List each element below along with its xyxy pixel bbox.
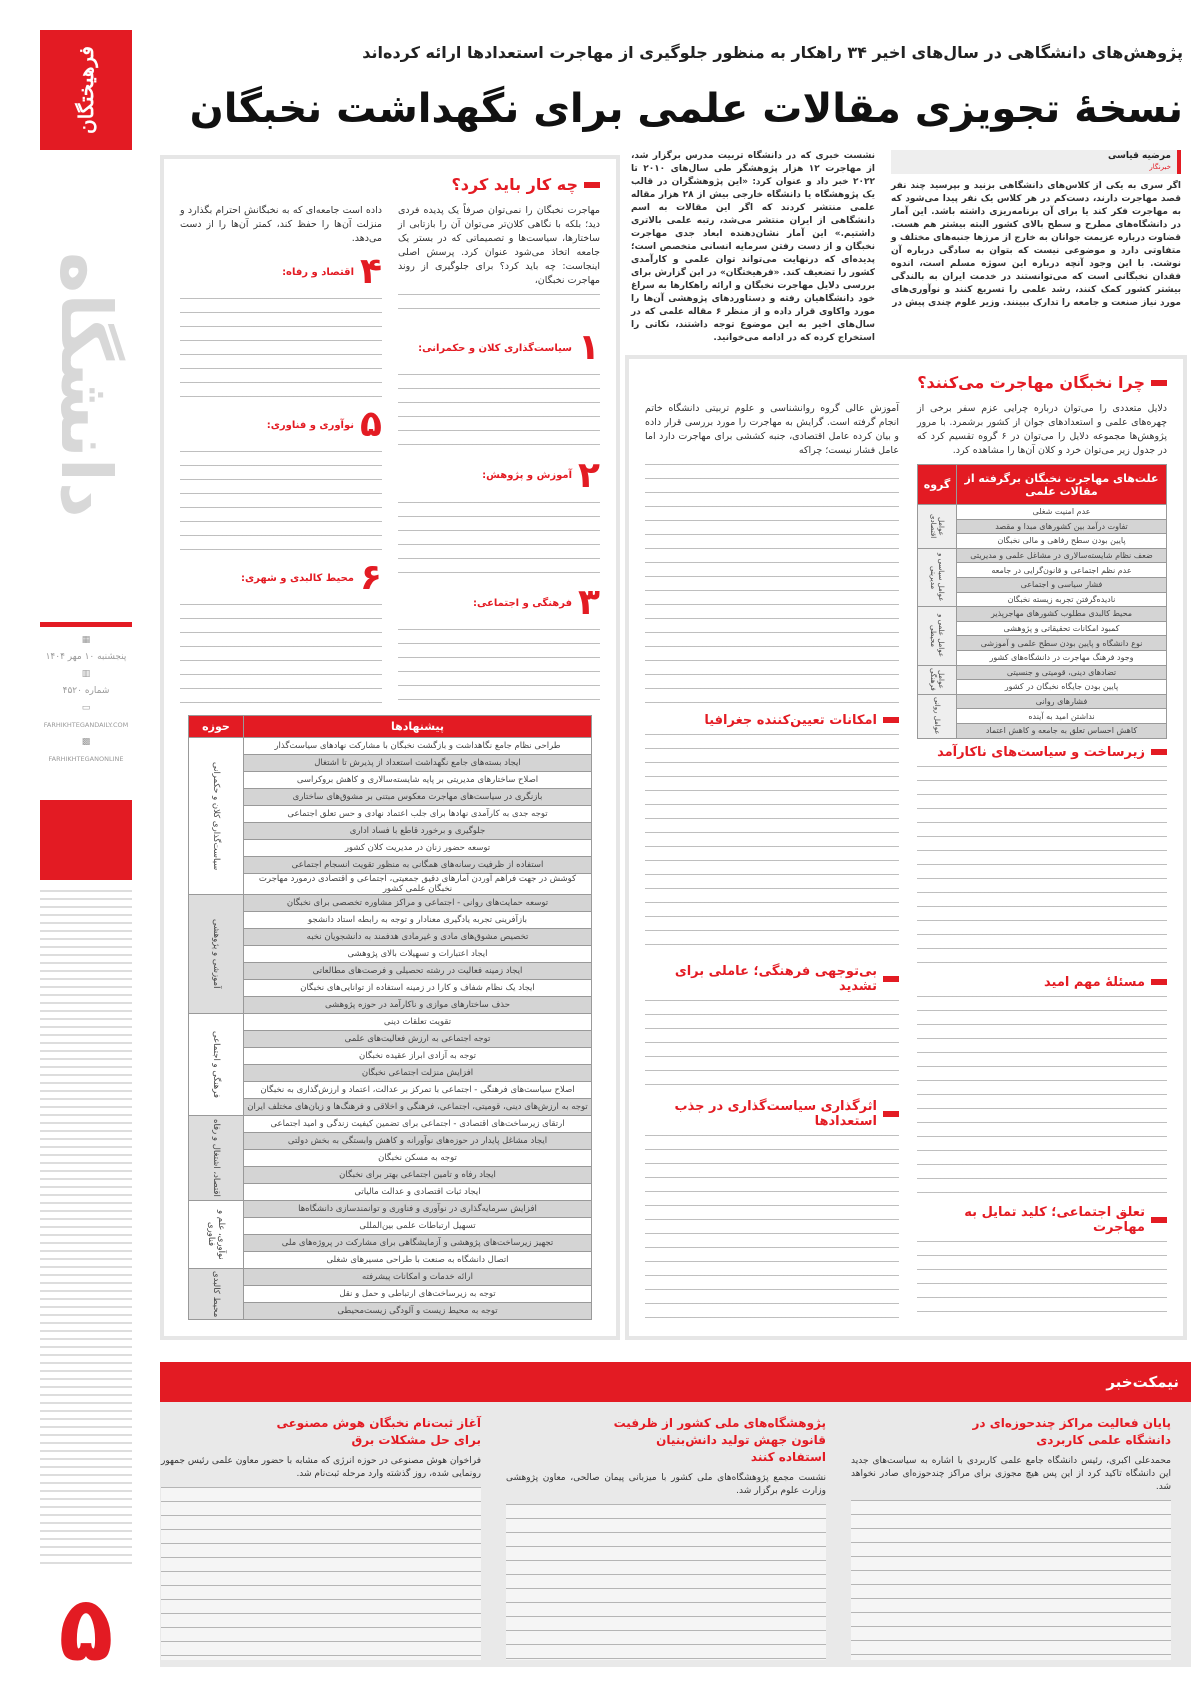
table-row: [189, 1150, 592, 1167]
body-text: [180, 298, 382, 399]
why-title: چرا نخبگان مهاجرت می‌کنند؟: [645, 373, 1167, 392]
body-text: [398, 374, 600, 450]
table-row: [189, 1116, 592, 1133]
logo: فرهیختگان: [40, 30, 132, 150]
table-row: [189, 1014, 592, 1031]
group-cell: محیط کالبدی: [189, 1269, 244, 1320]
table-row: [189, 1201, 592, 1218]
table-row: [918, 548, 1167, 563]
proposal-cell: تخصیص مشوق‌های مادی و غیرمادی هدفمند به دانشجویان نخبه: [244, 929, 592, 946]
proposal-item: [398, 456, 600, 578]
table-row: [918, 694, 1167, 709]
table-row: [189, 823, 592, 840]
body-text: [398, 502, 600, 578]
proposals-table: [180, 715, 600, 1320]
proposal-cell: تقویت تعلقات دینی: [244, 1014, 592, 1031]
table-row: [189, 1303, 592, 1320]
table-row: [189, 1065, 592, 1082]
page-number: ۵: [58, 1577, 114, 1682]
proposal-cell: بازنگری در سیاست‌های مهاجرت معکوس مبتنی بر مشوق‌های ساختاری: [244, 789, 592, 806]
proposal-cell: افزایش منزلت اجتماعی نخبگان: [244, 1065, 592, 1082]
table-row: [189, 874, 592, 895]
news-item[interactable]: [851, 1415, 1171, 1660]
table-row: [189, 1218, 592, 1235]
news-title[interactable]: پژوهشگاه‌های ملی کشور از ظرفیت قانون جهش تولید دانش‌بنیان استفاده کنند: [613, 1416, 826, 1464]
proposal-cell: ایجاد زمینه فعالیت در رشته تحصیلی و فرصت‌های مطالعاتی: [244, 963, 592, 980]
proposal-cell: بازآفرینی تجربه یادگیری معنادار و توجه به رابطه استاد دانشجو: [244, 912, 592, 929]
proposal-cell: توجه به ارزش‌های دینی، قومیتی، اجتماعی، فرهنگی و اخلاقی و فرهنگ‌ها و زبان‌های مختلف ایران: [244, 1099, 592, 1116]
body-text: [645, 464, 899, 707]
group-cell: عوامل فرهنگی: [918, 665, 957, 694]
proposal-cell: ایجاد یک نظام شفاف و کارا در زمینه استفاده از توانایی‌های نخبگان: [244, 980, 592, 997]
proposal-cell: جلوگیری و برخورد قاطع با فساد اداری: [244, 823, 592, 840]
table-row: [189, 946, 592, 963]
body-text: [506, 1504, 826, 1660]
table-row: [189, 806, 592, 823]
web-icon: ▭: [81, 703, 91, 713]
item-number: ۶: [360, 557, 382, 598]
cause-cell: فشارهای روانی: [957, 694, 1167, 709]
proposal-cell: توجه به مسکن نخبگان: [244, 1150, 592, 1167]
cause-cell: نوع دانشگاه و پایین بودن سطح علمی و آموزشی: [957, 636, 1167, 651]
news-item[interactable]: [506, 1415, 826, 1660]
right-half: [625, 150, 1187, 1340]
intro-paragraph: اگر سری به یکی از کلاس‌های دانشگاهی بزنید و بپرسید چند نفر قصد مهاجرت دارند، دست‌کم در هر کلاس یک نفر پیدا می‌شود که به مهاجرت فکر کند یا برای آن برنامه‌ریزی داشته باشد. این آمار در دانشگاه‌های مطرح و سطح بالای کشور البته بیشتر هم هست. قضاوت درباره عزیمت جوانان به خارج از مرزها جنبه‌های مختلف و متفاوتی دارد و موضوعی نیست که بتوان به سادگی درباره آن نوشت. با این وجود آنچه درباره این سوژه مسلم است، اندوه فقدان نخبگانی است که می‌توانستند در خدمت ایران به بالندگی بیشتر کشور کمک کنند، رشد علمی را تسریع کنند و نوآوری‌های مورد نیاز صنعت و جامعه را تدارک ببینند. وزیر علوم چندی پیش در: [891, 181, 1181, 308]
intro-row: [625, 150, 1187, 345]
proposal-cell: ارتقای زیرساخت‌های اقتصادی - اجتماعی برای تضمین کیفیت زندگی و امید اجتماعی: [244, 1116, 592, 1133]
table-row: [189, 789, 592, 806]
table-row: [189, 895, 592, 912]
proposal-cell: ارائه خدمات و امکانات پیشرفته: [244, 1269, 592, 1286]
proposal-cell: توجه به زیرساخت‌های ارتباطی و حمل و نقل: [244, 1286, 592, 1303]
body-text: [645, 1135, 899, 1322]
column-header: پیشنهادها: [244, 716, 592, 738]
item-number: ۳: [578, 582, 600, 624]
proposal-cell: ایجاد بسته‌های جامع نگهداشت استعداد از پذیرش تا اشتغال: [244, 755, 592, 772]
group-cell: عوامل روانی: [918, 694, 957, 738]
item-number: ۲: [578, 454, 600, 496]
cause-cell: نداشتن امید به آینده: [957, 709, 1167, 724]
proposal-cell: توجه جدی به کارآمدی نهادها برای جلب اعتماد نهادی و حس تعلق اجتماعی: [244, 806, 592, 823]
column-header: گروه: [918, 465, 957, 505]
table-row: [189, 1082, 592, 1099]
group-cell: فرهنگی و اجتماعی: [189, 1014, 244, 1116]
table-row: [189, 1286, 592, 1303]
item-label: سیاست‌گذاری کلان و حکمرانی:: [418, 342, 573, 354]
body-text: [180, 451, 382, 552]
cause-cell: فشار سیاسی و اجتماعی: [957, 577, 1167, 592]
issue-info: [40, 632, 132, 768]
news-lead: محمدعلی اکبری، رئیس دانشگاه جامع علمی کاربردی با اشاره به سیاست‌های جدید این دانشگاه تاکید کرد از این پس هیچ مجوزی برای مراکز چندحوزه‌ای صادر نخواهد شد.: [851, 1456, 1171, 1492]
table-row: [189, 963, 592, 980]
proposal-cell: افزایش سرمایه‌گذاری در نوآوری و فناوری و توانمندسازی دانشگاه‌ها: [244, 1201, 592, 1218]
group-cell: اقتصاد، اشتغال و رفاه: [189, 1116, 244, 1201]
proposal-cell: استفاده از ظرفیت رسانه‌های همگانی به منظور تقویت انسجام اجتماعی: [244, 857, 592, 874]
cause-cell: کمبود امکانات تحقیقاتی و پژوهشی: [957, 621, 1167, 636]
table-row: [189, 1252, 592, 1269]
item-number: ۱: [578, 327, 600, 368]
item-label: اقتصاد و رفاه:: [282, 266, 355, 278]
proposal-cell: کوشش در جهت فراهم آوردن آمارهای دقیق جمعیتی، اجتماعی و اقتصادی درمورد مهاجرت نخبگان علمی کشور: [244, 874, 592, 895]
headline: نسخهٔ تجویزی مقالات علمی برای نگهداشت نخبگان: [189, 86, 1183, 132]
table-row: [189, 1048, 592, 1065]
item-label: آموزش و پژوهش:: [482, 470, 573, 482]
proposal-cell: اصلاح ساختارهای مدیریتی بر پایه شایسته‌سالاری و کاهش بروکراسی: [244, 772, 592, 789]
item-header: [180, 252, 382, 292]
issue-date: پنجشنبه ۱۰ مهر ۱۴۰۴: [45, 652, 127, 662]
proposal-cell: اصلاح سیاست‌های فرهنگی - اجتماعی با تمرکز بر عدالت، اعتماد و ارزش‌گذاری به نخبگان: [244, 1082, 592, 1099]
causes-table: [917, 464, 1167, 739]
news-title[interactable]: پایان فعالیت مراکز چندحوزه‌ای در دانشگاه علمی کاربردی: [972, 1416, 1171, 1447]
cause-cell: کاهش احساس تعلق به جامعه و کاهش اعتماد: [957, 723, 1167, 738]
table-row: [189, 1235, 592, 1252]
table-row: [189, 772, 592, 789]
table-row: [189, 1031, 592, 1048]
table-row: [189, 1269, 592, 1286]
news-title[interactable]: آغاز ثبت‌نام نخبگان هوش مصنوعی برای حل مشکلات برق: [276, 1416, 481, 1447]
proposal-item: [398, 583, 600, 705]
cause-cell: عدم نظم اجتماعی و قانون‌گرایی در جامعه: [957, 563, 1167, 578]
proposal-cell: حذف ساختارهای موازی و ناکارآمد در حوزه پژوهشی: [244, 997, 592, 1014]
intro-paragraph: نشست خبری که در دانشگاه تربیت مدرس برگزار شد، از مهاجرت ۱۲ هزار پژوهشگر طی سال‌های ۲۰۱۰ تا ۲۰۲۲ خبر داد و عنوان کرد: «این پژوهشگران در قالب یک پژوهشگاه یا دانشگاه خارجی بیش از ۲۸ هزار مقاله علمی منتشر کردند که اگر این مقالات به اسم دانشگاهی از ایران منتشر می‌شد، رتبه علمی بالاتری داشتیم.» این آمار نشان‌دهنده ابعاد جدی مهاجرت نخبگان و از دست رفتن سرمایه انسانی متخصص است؛ پدیده‌ای که درنهایت می‌تواند توان علمی و کارآمدی کشور را تضعیف کند. «فرهیختگان» در این گزارش برای بررسی دلایل مهاجرت نخبگان و ارائه راهکارها به سراغ خود دانشگاهیان رفته و دستاوردهای پژوهشی آن‌ها را مورد واکاوی قرار داده و از منظر ۶ مقاله علمی که در سال‌های اخیر به این موضوع توجه داشتند، نکاتی را استخراج کرده که در ادامه می‌خوانید.: [631, 151, 876, 343]
table-row: [918, 505, 1167, 520]
todo-columns: [180, 204, 600, 705]
cause-cell: تفاوت درآمد بین کشورهای مبدا و مقصد: [957, 519, 1167, 534]
subheading: زیرساخت و سیاست‌های ناکارآمد: [917, 745, 1167, 760]
group-cell: عوامل علمی و محیطی: [918, 607, 957, 665]
table-row: [189, 1167, 592, 1184]
body-text: [851, 1500, 1171, 1660]
proposal-cell: توجه به محیط زیست و آلودگی زیست‌محیطی: [244, 1303, 592, 1320]
body-text: [645, 734, 899, 958]
group-cell: نوآوری، علم و فناوری: [189, 1201, 244, 1269]
news-lead: فراخوان هوش مصنوعی در حوزه انرژی که مشابه با حضور معاون علمی رئیس جمهور رونمایی شده، روز گذشته وارد مرحله ثبت‌نام شد.: [161, 1456, 481, 1479]
item-header: [398, 583, 600, 623]
cause-cell: محیط کالبدی مطلوب کشورهای مهاجرپذیر: [957, 607, 1167, 622]
item-header: [398, 328, 600, 368]
proposal-item: [398, 328, 600, 450]
cause-cell: پایین بودن سطح رفاهی و مالی نخبگان: [957, 534, 1167, 549]
todo-section: [160, 155, 620, 1340]
table-row: [189, 912, 592, 929]
proposal-cell: ایجاد رفاه و تامین اجتماعی بهتر برای نخبگان: [244, 1167, 592, 1184]
why-section: [625, 355, 1187, 1340]
group-cell: عوامل سیاسی و مدیریتی: [918, 548, 957, 606]
divider: [40, 622, 132, 627]
proposal-cell: تجهیز زیرساخت‌های پژوهشی و آزمایشگاهی برای مشارکت در پروژه‌های ملی: [244, 1235, 592, 1252]
body-text: [398, 294, 600, 322]
table-row: [189, 1099, 592, 1116]
group-cell: عوامل اقتصادی: [918, 505, 957, 549]
body-text: [645, 1000, 899, 1093]
why-paragraph: دلایل متعددی را می‌توان درباره چرایی عزم سفر برخی از چهره‌های علمی و استعدادهای جوان از کشور برشمرد. با مرور پژوهش‌ها مجموعه دلایل را می‌توان در ۶ گروه تقسیم کرد که در جدول زیر می‌توان خرد و کلان آن‌ها را مشاهده کرد.: [917, 403, 1167, 456]
proposal-cell: طراحی نظام جامع نگاهداشت و بازگشت نخبگان با مشارکت نهادهای سیاست‌گذار: [244, 738, 592, 755]
subheading: اثرگذاری سیاست‌گذاری در جذب استعدادها: [645, 1099, 899, 1129]
table-row: [189, 738, 592, 755]
calendar-icon: ▦: [81, 635, 91, 645]
todo-paragraph: مهاجرت نخبگان را نمی‌توان صرفاً یک پدیده فردی دید؛ بلکه با نگاهی کلان‌تر می‌توان آن را بازتابی از ساختارها، سیاست‌ها و تصمیماتی که در بستر یک جامعه اتخاذ می‌شود عنوان کرد. پرسش اصلی اینجاست: چه باید کرد؟ برای جلوگیری از روند مهاجرت نخبگان،: [398, 205, 600, 286]
table-row: [189, 997, 592, 1014]
item-number: ۴: [360, 251, 382, 292]
subheading: بی‌توجهی فرهنگی؛ عاملی برای تشدید: [645, 964, 899, 994]
cause-cell: وجود فرهنگ مهاجرت در دانشگاه‌های کشور: [957, 650, 1167, 665]
why-columns: [645, 402, 1167, 1322]
item-header: [180, 558, 382, 598]
item-label: نوآوری و فناوری:: [266, 419, 355, 431]
cause-cell: پایین بودن جایگاه نخبگان در کشور: [957, 680, 1167, 695]
proposal-cell: ایجاد اعتبارات و تسهیلات بالای پژوهشی: [244, 946, 592, 963]
group-cell: سیاست‌گذاری کلان و حکمرانی: [189, 738, 244, 895]
table-row: [918, 607, 1167, 622]
cause-cell: نادیده‌گرفتن تجربه زیسته نخبگان: [957, 592, 1167, 607]
item-header: [180, 405, 382, 445]
decorative-stripes: [40, 890, 132, 1570]
proposal-cell: توجه به آزادی ابراز عقیده نخبگان: [244, 1048, 592, 1065]
group-cell: آموزشی و پژوهشی: [189, 895, 244, 1014]
table-row: [189, 1184, 592, 1201]
proposal-item: [180, 558, 382, 705]
proposal-cell: توسعه حمایت‌های روانی - اجتماعی و مراکز مشاوره تخصصی برای نخبگان: [244, 895, 592, 912]
cause-cell: ضعف نظام شایسته‌سالاری در مشاغل علمی و مدیریتی: [957, 548, 1167, 563]
why-col-left: [645, 402, 899, 1322]
barcode-icon: ▥: [81, 669, 91, 679]
todo-paragraph: داده است جامعه‌ای که به نخبگانش احترام بگذارد و منزلت آن‌ها را حفظ کند، کمتر آن‌ها را از دست می‌دهد.: [180, 205, 382, 244]
subheading: تعلق اجتماعی؛ کلید تمایل به مهاجرت: [917, 1205, 1167, 1235]
proposal-cell: ایجاد ثبات اقتصادی و عدالت مالیاتی: [244, 1184, 592, 1201]
item-number: ۵: [360, 404, 382, 445]
item-label: فرهنگی و اجتماعی:: [472, 597, 573, 609]
cause-cell: تضادهای دینی، قومیتی و جنسیتی: [957, 665, 1167, 680]
proposal-cell: توجه اجتماعی به ارزش فعالیت‌های علمی: [244, 1031, 592, 1048]
proposal-cell: ایجاد مشاغل پایدار در حوزه‌های نوآورانه و کاهش وابستگی به بخش دولتی: [244, 1133, 592, 1150]
table-row: [189, 1133, 592, 1150]
proposal-cell: تسهیل ارتباطات علمی بین‌المللی: [244, 1218, 592, 1235]
byline: مرضیه قیاسی خبرنگار: [891, 150, 1181, 174]
social-icon: ▩: [81, 737, 91, 747]
red-block: [40, 800, 132, 880]
subheading: مسئلهٔ مهم امید: [917, 975, 1167, 990]
body-text: [161, 1487, 481, 1660]
proposal-cell: اتصال دانشگاه به صنعت با طراحی مسیرهای شغلی: [244, 1252, 592, 1269]
todo-title: چه کار باید کرد؟: [180, 175, 600, 194]
todo-col-right: [398, 204, 600, 705]
cause-cell: عدم امنیت شغلی: [957, 505, 1167, 520]
news-item[interactable]: [161, 1415, 481, 1660]
column-header: حوزه: [189, 716, 244, 738]
column-header: علت‌های مهاجرت نخبگان برگرفته از مقالات علمی: [957, 465, 1167, 505]
table-row: [189, 755, 592, 772]
table-row: [189, 980, 592, 997]
news-header: نیمکت‌خبر: [160, 1362, 1191, 1402]
proposal-item: [180, 405, 382, 552]
issue-number: شماره ۴۵۲۰: [62, 686, 110, 696]
table-row: [918, 665, 1167, 680]
section-title: دانشگاه: [45, 252, 127, 518]
table-row: [189, 857, 592, 874]
table-row: [189, 929, 592, 946]
todo-col-left: [180, 204, 382, 705]
body-text: [917, 996, 1167, 1199]
proposal-item: [180, 252, 382, 399]
body-text: [917, 1241, 1167, 1322]
table-row: [189, 840, 592, 857]
website[interactable]: FARHIKHTEGANDAILY.COM: [43, 721, 129, 729]
why-col-right: [917, 402, 1167, 1322]
item-label: محیط کالبدی و شهری:: [240, 572, 355, 584]
news-lead: نشست مجمع پژوهشگاه‌های ملی کشور با میزبانی پیمان صالحی، معاون پژوهشی وزارت علوم برگزار شد.: [506, 1473, 826, 1496]
why-paragraph: آموزش عالی گروه روانشناسی و علوم تربیتی دانشگاه خاتم انجام گرفته است. گرایش به مهاجرت را مورد بررسی قرار داده و بیان کرده عامل اقتصادی، جنبه کششی برای مهاجرت دارد اما عامل فشار نیست؛ چراکه: [645, 403, 899, 456]
kicker: پژوهش‌های دانشگاهی در سال‌های اخیر ۳۴ راهکار به منظور جلوگیری از مهاجرت استعدادها ارائه کرده‌اند: [362, 43, 1183, 62]
social-handle[interactable]: FARHIKHTEGANONLINE: [48, 755, 124, 763]
intro-col: [891, 150, 1181, 345]
subheading: امکانات تعیین‌کننده جغرافیا: [645, 713, 899, 728]
item-header: [398, 456, 600, 496]
proposal-cell: توسعه حضور زنان در مدیریت کلان کشور: [244, 840, 592, 857]
body-text: [398, 629, 600, 705]
body-text: [180, 604, 382, 705]
body-text: [917, 766, 1167, 969]
